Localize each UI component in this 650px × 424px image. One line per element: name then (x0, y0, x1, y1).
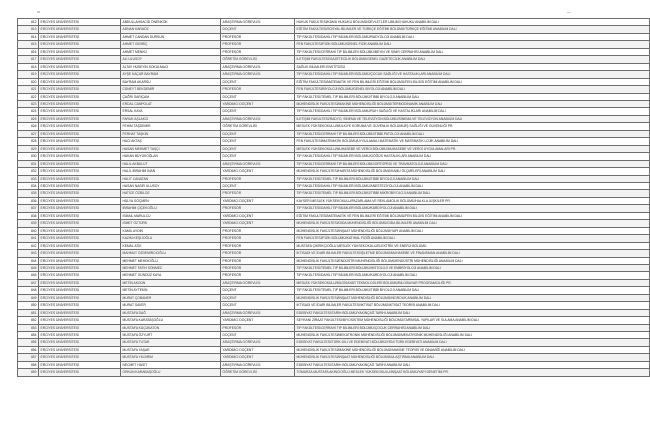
academic-title-cell: YARDIMCI DOÇENT (221, 100, 295, 107)
person-name-cell: METİN AYTEKİN (121, 287, 221, 294)
person-name-cell: ALTAY HÜSEYİN SOKULMACI (121, 63, 221, 70)
row-number: 834 (18, 182, 39, 189)
table-row (18, 346, 650, 353)
academic-title-cell: ARAŞTIRMA GÖREVLİSİ (221, 339, 295, 346)
department-cell: EĞİTİM FAKÜLTESİ/SOSYAL BİLİMLER VE TÜRKÇE EĞİTİMİ BÖLÜMÜ/TÜRKÇE EĞİTİMİ ANABİLİM DALI (295, 26, 650, 33)
academic-title-cell: DOÇENT (221, 78, 295, 85)
person-name-cell: HACI AKTAŞ (121, 138, 221, 145)
table-row (18, 78, 650, 85)
person-name-cell: AYŞE KAÇAR BAYRAM (121, 71, 221, 78)
row-number: 818 (18, 63, 39, 70)
academic-title-cell: PROFESÖR (221, 235, 295, 242)
table-row (18, 182, 650, 189)
university-cell: ERCİYES ÜNİVERSİTESİ (39, 108, 121, 115)
person-name-cell: AHMET GIDIRİÇ (121, 41, 221, 48)
university-cell: ERCİYES ÜNİVERSİTESİ (39, 361, 121, 368)
person-name-cell: MUSTAFA ÖZYURT (121, 332, 221, 339)
row-number: 815 (18, 41, 39, 48)
academic-title-cell: ARAŞTIRMA GÖREVLİSİ (221, 19, 295, 26)
department-cell: TIP FAKÜLTESİ/DAHİLİ TIP BİLİMLERİ BÖLÜMÜ/GÖĞÜS HASTALIKLARI ANABİLİM DALI (295, 153, 650, 160)
academic-title-cell: ARAŞTIRMA GÖREVLİSİ (221, 361, 295, 368)
row-number: 841 (18, 235, 39, 242)
table-body (18, 19, 650, 377)
table-row (18, 93, 650, 100)
table-row (18, 108, 650, 115)
table-row (18, 33, 650, 40)
row-number: 858 (18, 361, 39, 368)
academic-title-cell: DOÇENT (221, 302, 295, 309)
table-row (18, 168, 650, 175)
person-name-cell: ERSAL KAYA (121, 108, 221, 115)
person-name-cell: ÇAĞRI SARIÇAM (121, 93, 221, 100)
department-cell: FEN FAKÜLTESİ/FİZİK BÖLÜMÜ/GENEL FİZİK ANABİLİM DALI (295, 41, 650, 48)
university-cell: ERCİYES ÜNİVERSİTESİ (39, 93, 121, 100)
academic-title-cell: ARAŞTIRMA GÖREVLİSİ (221, 63, 295, 70)
university-cell: ERCİYES ÜNİVERSİTESİ (39, 71, 121, 78)
university-cell: ERCİYES ÜNİVERSİTESİ (39, 48, 121, 55)
personnel-listing-table (17, 18, 650, 377)
university-cell: ERCİYES ÜNİVERSİTESİ (39, 26, 121, 33)
row-number: 844 (18, 257, 39, 264)
row-number: 847 (18, 279, 39, 286)
academic-title-cell: DOÇENT (221, 145, 295, 152)
university-cell: ERCİYES ÜNİVERSİTESİ (39, 78, 121, 85)
table-row (18, 227, 650, 234)
row-number: 854 (18, 332, 39, 339)
department-cell: HUKUK FAKÜLTESİ/KAMU HUKUKU BÖLÜMÜ/DEVLETLER UMUMİ HUKUKU ANABİLİM DALI (295, 19, 650, 26)
academic-title-cell: YARDIMCI DOÇENT (221, 212, 295, 219)
university-cell: ERCİYES ÜNİVERSİTESİ (39, 56, 121, 63)
table-row (18, 257, 650, 264)
department-cell: TIP FAKÜLTESİ/TEMEL TIP BİLİMLERİ BÖLÜMÜ/HİSTOLOJİ VE EMBRİYOLOJİ ANABİLİM DALI (295, 264, 650, 271)
person-name-cell: HASAN NASİR ULUSOY (121, 182, 221, 189)
row-number: 850 (18, 302, 39, 309)
row-number: 814 (18, 33, 39, 40)
academic-title-cell: DOÇENT (221, 108, 295, 115)
row-number: 821 (18, 86, 39, 93)
department-cell: TIP FAKÜLTESİ/CERRAHİ TIP BİLİMLERİ BÖLÜMÜ/TIBBİ PATOLOJİ ANABİLİM DALI (295, 130, 650, 137)
university-cell: ERCİYES ÜNİVERSİTESİ (39, 175, 121, 182)
department-cell: TIP FAKÜLTESİ/CERRAHİ TIP BİLİMLERİ BÖLÜMÜ/ÇOCUK CERRAHİSİ ANABİLİM DALI (295, 324, 650, 331)
university-cell: ERCİYES ÜNİVERSİTESİ (39, 369, 121, 376)
academic-title-cell: PROFESÖR (221, 205, 295, 212)
person-name-cell: HATİCE ÖZBİLGE (121, 190, 221, 197)
row-number: 819 (18, 71, 39, 78)
university-cell: ERCİYES ÜNİVERSİTESİ (39, 41, 121, 48)
academic-title-cell: ARAŞTIRMA GÖREVLİSİ (221, 71, 295, 78)
university-cell: ERCİYES ÜNİVERSİTESİ (39, 115, 121, 122)
person-name-cell: KAZIM KEŞLİOĞLU (121, 235, 221, 242)
university-cell: ERCİYES ÜNİVERSİTESİ (39, 264, 121, 271)
table-row (18, 242, 650, 249)
university-cell: ERCİYES ÜNİVERSİTESİ (39, 242, 121, 249)
university-cell: ERCİYES ÜNİVERSİTESİ (39, 182, 121, 189)
table-row (18, 317, 650, 324)
row-number: 820 (18, 78, 39, 85)
department-cell: EDEBİYAT FAKÜLTESİ/TÜRK DİLİ VE EDEBİYATI BÖLÜMÜ/YENİ TÜRK EDEBİYATI ANABİLİM DALI (295, 339, 650, 346)
academic-title-cell: ARAŞTIRMA GÖREVLİSİ (221, 160, 295, 167)
person-name-cell: METİN AKGÜN (121, 279, 221, 286)
row-number: 828 (18, 138, 39, 145)
table-row (18, 197, 650, 204)
table-row (18, 324, 650, 331)
person-name-cell: İBRAHİM ÇİÇEKOĞLU (121, 205, 221, 212)
row-number: 857 (18, 354, 39, 361)
person-name-cell: İSMAİL MARULCU (121, 212, 221, 219)
person-name-cell: MUSTAFA KÜÇÜKATON (121, 324, 221, 331)
academic-title-cell: PROFESÖR (221, 227, 295, 234)
academic-title-cell: PROFESÖR (221, 86, 295, 93)
table-row (18, 190, 650, 197)
department-cell: MÜHENDİSLİK FAKÜLTESİ/İNŞAAT MÜHENDİSLİĞİ BÖLÜMÜ/YAPI ANABİLİM DALI (295, 227, 650, 234)
table-row (18, 332, 650, 339)
university-cell: ERCİYES ÜNİVERSİTESİ (39, 339, 121, 346)
row-number: 851 (18, 309, 39, 316)
academic-title-cell: PROFESÖR (221, 272, 295, 279)
row-number: 846 (18, 272, 39, 279)
table-row (18, 361, 650, 368)
row-number: 829 (18, 145, 39, 152)
department-cell: TIP FAKÜLTESİ/DAHİLİ TIP BİLİMLERİ BÖLÜMÜ/ANESTEZİYOLOJİ ANABİLİM DALI (295, 182, 650, 189)
academic-title-cell: DOÇENT (221, 138, 295, 145)
department-cell: TIP FAKÜLTESİ/DAHİLİ TIP BİLİMLERİ BÖLÜMÜ/RADYOLOJİ ANABİLİM DALI (295, 33, 650, 40)
table-row (18, 115, 650, 122)
row-number: 839 (18, 220, 39, 227)
row-number: 848 (18, 287, 39, 294)
university-cell: ERCİYES ÜNİVERSİTESİ (39, 272, 121, 279)
person-name-cell: MURAT ÇOBANER (121, 294, 221, 301)
person-name-cell: MUSTAFA KARATAŞOĞLU (121, 317, 221, 324)
academic-title-cell: YARDIMCI DOÇENT (221, 317, 295, 324)
department-cell: MUSTAFA ÇIKRIKÇIOĞLU MESLEK YÜKSEKOKULU/ELEKTRİK VE ENERJİ BÖLÜMÜ (295, 242, 650, 249)
table-row (18, 339, 650, 346)
academic-title-cell: YARDIMCI DOÇENT (221, 346, 295, 353)
university-cell: ERCİYES ÜNİVERSİTESİ (39, 197, 121, 204)
department-cell: TOMARZA MUSTAFA AKINCIOĞLU MESLEK YÜKSEKOKULU/İNŞAAT BÖLÜMÜ/YAPI DENETİMİ PR. (295, 369, 650, 376)
table-row (18, 63, 650, 70)
table-row (18, 369, 650, 376)
department-cell: FEN FAKÜLTESİ/FİZİK BÖLÜMÜ/KATIHAL FİZİĞİ ANABİLİM DALI (295, 235, 650, 242)
row-number: 812 (18, 19, 39, 26)
academic-title-cell: PROFESÖR (221, 250, 295, 257)
person-name-cell: NECMET HASIT (121, 361, 221, 368)
department-cell: SEYRANİ ZİRAAT FAKÜLTESİ/BİYOSİSTEM MÜHENDİSLİĞİ BÖLÜMÜ/TARIMSAL YAPILAR VE SULAMA ANABİLİM DALI (295, 317, 650, 324)
academic-title-cell: PROFESÖR (221, 324, 295, 331)
department-cell: TIP FAKÜLTESİ/TEMEL TIP BİLİMLERİ BÖLÜMÜ/TIBBİ MİKROBİYOLOJİ ANABİLİM DALI (295, 190, 650, 197)
university-cell: ERCİYES ÜNİVERSİTESİ (39, 332, 121, 339)
person-name-cell: HALİT CANATAN (121, 175, 221, 182)
person-name-cell: MUSTAFA TUTAR (121, 339, 221, 346)
table-row (18, 309, 650, 316)
academic-title-cell: DOÇENT (221, 93, 295, 100)
department-cell: TIP FAKÜLTESİ/DAHİLİ TIP BİLİMLERİ BÖLÜMÜ/RUH SAĞLIĞI VE HASTALIKLARI ANABİLİM DALI (295, 108, 650, 115)
person-name-cell: MUSTAFA YAŞAR (121, 346, 221, 353)
table-row (18, 71, 650, 78)
person-name-cell: ALİ ULUSOY (121, 56, 221, 63)
university-cell: ERCİYES ÜNİVERSİTESİ (39, 279, 121, 286)
academic-title-cell: PROFESÖR (221, 242, 295, 249)
table-row (18, 100, 650, 107)
university-cell: ERCİYES ÜNİVERSİTESİ (39, 19, 121, 26)
department-cell: İKTİSADİ VE İDARİ BİLİMLER FAKÜLTESİ/İŞLETME BÖLÜMÜ/MUHASEBE VE FİNANSMAN ANABİLİM DALI (295, 250, 650, 257)
table-row (18, 48, 650, 55)
row-number: 859 (18, 369, 39, 376)
university-cell: ERCİYES ÜNİVERSİTESİ (39, 302, 121, 309)
person-name-cell: ABDULLAHSACİD ÖNENKÖK (121, 19, 221, 26)
academic-title-cell: PROFESÖR (221, 41, 295, 48)
department-cell: SAĞLIK BİLİMLERİ ENSTİTÜSÜ (295, 63, 650, 70)
university-cell: ERCİYES ÜNİVERSİTESİ (39, 86, 121, 93)
person-name-cell: ADNAN KARAÖZ (121, 26, 221, 33)
academic-title-cell: ARAŞTIRMA GÖREVLİSİ (221, 309, 295, 316)
person-name-cell: MUSTAFA YILDIRIM (121, 354, 221, 361)
university-cell: ERCİYES ÜNİVERSİTESİ (39, 346, 121, 353)
department-cell: EĞİTİM FAKÜLTESİ/MATEMATİK VE FEN BİLİMLERİ EĞİTİMİ BÖLÜMÜ/FEN BİLGİSİ EĞİTİMİ ANABİLİM DALI (295, 78, 650, 85)
academic-title-cell: ÖĞRETİM GÖREVLİSİ (221, 56, 295, 63)
academic-title-cell: PROFESÖR (221, 33, 295, 40)
row-number: 830 (18, 153, 39, 160)
academic-title-cell: YARDIMCI DOÇENT (221, 168, 295, 175)
person-name-cell: FERHAT TAŞKIN (121, 130, 221, 137)
person-name-cell: ORKUN KARABAŞOĞLU (121, 369, 221, 376)
person-name-cell: FEHİM TAŞDEMİR (121, 123, 221, 130)
department-cell: İLETİŞİM FAKÜLTESİ/RADYO, SİNEMA VE TELEVİZYON BÖLÜMÜ/SİNEMA VE TELEVİZYON ANABİLİM DALI (295, 115, 650, 122)
person-name-cell: MURAT SAVER (121, 302, 221, 309)
row-number: 817 (18, 56, 39, 63)
table-row (18, 26, 650, 33)
person-name-cell: MEHMET GÜNDÜZ KAYA (121, 272, 221, 279)
table-row (18, 138, 650, 145)
table-row (18, 130, 650, 137)
department-cell: TIP FAKÜLTESİ/DAHİLİ TIP BİLİMLERİ BÖLÜMÜ/KARDİYOLOJİ ANABİLİM DALI (295, 205, 650, 212)
university-cell: ERCİYES ÜNİVERSİTESİ (39, 190, 121, 197)
row-number: 835 (18, 190, 39, 197)
row-number: 837 (18, 205, 39, 212)
table-row (18, 153, 650, 160)
person-name-cell: FARUK AŞLAKCI (121, 115, 221, 122)
row-number: 842 (18, 242, 39, 249)
row-number: 825 (18, 115, 39, 122)
academic-title-cell: DOÇENT (221, 130, 295, 137)
table-row (18, 302, 650, 309)
department-cell: TIP FAKÜLTESİ/TEMEL TIP BİLİMLERİ BÖLÜMÜ/TIBBİ BİYOLOJİ ANABİLİM DALI (295, 93, 650, 100)
table-row (18, 205, 650, 212)
department-cell: EDEBİYAT FAKÜLTESİ/TARİH BÖLÜMÜ/YAKINÇAĞ TARİHİ ANABİLİM DALI (295, 361, 650, 368)
department-cell: İLETİŞİM FAKÜLTESİ/GAZETECİLİK BÖLÜMÜ/GENEL GAZETECİLİK ANABİLİM DALI (295, 56, 650, 63)
person-name-cell: HÜLYA GÖÇMEN (121, 197, 221, 204)
university-cell: ERCİYES ÜNİVERSİTESİ (39, 212, 121, 219)
academic-title-cell: PROFESÖR (221, 48, 295, 55)
table-row (18, 250, 650, 257)
person-name-cell: MUSTAFA DAĞ (121, 309, 221, 316)
person-name-cell: AHMET MENKÜ (121, 48, 221, 55)
academic-title-cell: DOÇENT (221, 26, 295, 33)
department-cell: MÜHENDİSLİK FAKÜLTESİ/MAKİNE MÜHENDİSLİĞİ BÖLÜMÜ/TERMODİNAMİK ANABİLİM DALI (295, 100, 650, 107)
row-number: 852 (18, 317, 39, 324)
department-cell: MÜHENDİSLİK FAKÜLTESİ/GIDA MÜHENDİSLİĞİ BÖLÜMÜ/GIDA BİLİMLERİ ANABİLİM DALI (295, 220, 650, 227)
academic-title-cell: DOÇENT (221, 153, 295, 160)
university-cell: ERCİYES ÜNİVERSİTESİ (39, 100, 121, 107)
university-cell: ERCİYES ÜNİVERSİTESİ (39, 123, 121, 130)
row-number: 845 (18, 264, 39, 271)
table-row (18, 175, 650, 182)
academic-title-cell: DOÇENT (221, 294, 295, 301)
university-cell: ERCİYES ÜNİVERSİTESİ (39, 250, 121, 257)
row-number: 816 (18, 48, 39, 55)
university-cell: ERCİYES ÜNİVERSİTESİ (39, 294, 121, 301)
department-cell: MESLEK YÜKSEKOKULU/MUHASEBE VE VERGİ BÖLÜMÜ/MUHASEBE VE VERGİ UYGULAMALARI PR. (295, 145, 650, 152)
table-row (18, 287, 650, 294)
row-number: 836 (18, 197, 39, 204)
academic-title-cell: PROFESÖR (221, 257, 295, 264)
person-name-cell: MEHMET MEHDİOĞLU (121, 257, 221, 264)
university-cell: ERCİYES ÜNİVERSİTESİ (39, 63, 121, 70)
person-name-cell: KAMİL AYDIN (121, 227, 221, 234)
person-name-cell: HALİL İBRAHİM İNAN (121, 168, 221, 175)
department-cell: MÜHENDİSLİK FAKÜLTESİ/İNŞAAT MÜHENDİSLİĞİ BÖLÜMÜ/ULAŞTIRMA ANABİLİM DALI (295, 354, 650, 361)
table-row (18, 264, 650, 271)
table-row (18, 19, 650, 26)
academic-title-cell: PROFESÖR (221, 175, 295, 182)
table-row (18, 294, 650, 301)
person-name-cell: ERDAL CANPOLAT (121, 100, 221, 107)
department-cell: TIP FAKÜLTESİ/CERRAHİ TIP BİLİMLERİ BÖLÜMÜ/ORTOPEDİ VE TRAVMATOLOJİ ANABİLİM DALI (295, 160, 650, 167)
table-row (18, 160, 650, 167)
scan-artifact-right (567, 12, 571, 13)
university-cell: ERCİYES ÜNİVERSİTESİ (39, 33, 121, 40)
table-row (18, 220, 650, 227)
scan-artifact-left (37, 11, 40, 13)
academic-title-cell: YARDIMCI DOÇENT (221, 354, 295, 361)
department-cell: TIP FAKÜLTESİ/TEMEL TIP BİLİMLERİ BÖLÜMÜ/TIBBİ BİYOLOJİ ANABİLİM DALI (295, 175, 650, 182)
academic-title-cell: YARDIMCI DOÇENT (221, 220, 295, 227)
person-name-cell: AHMET CANDAN DURSUN (121, 33, 221, 40)
person-name-cell: HAKAN BÜYÜKOĞLAN (121, 153, 221, 160)
row-number: 849 (18, 294, 39, 301)
academic-title-cell: ARAŞTIRMA GÖREVLİSİ (221, 115, 295, 122)
department-cell: MÜHENDİSLİK FAKÜLTESİ/MAKİNE MÜHENDİSLİĞİ BÖLÜMÜ/MAKİNE TEORİSİ VE DİNAMİĞİ ANABİLİM DALI (295, 346, 650, 353)
person-name-cell: BAYRAM AKARSU (121, 78, 221, 85)
university-cell: ERCİYES ÜNİVERSİTESİ (39, 235, 121, 242)
academic-title-cell: DOÇENT (221, 332, 295, 339)
department-cell: FEN FAKÜLTESİ/BİYOLOJİ BÖLÜMÜ/GENEL BİYOLOJİ ANABİLİM DALI (295, 86, 650, 93)
table-row (18, 235, 650, 242)
university-cell: ERCİYES ÜNİVERSİTESİ (39, 220, 121, 227)
row-number: 824 (18, 108, 39, 115)
academic-title-cell: ÖĞRETİM GÖREVLİSİ (221, 369, 295, 376)
row-number: 813 (18, 26, 39, 33)
department-cell: MÜHENDİSLİK FAKÜLTESİ/HARİTA MÜHENDİSLİĞİ BÖLÜMÜ/KAMU ÖLÇMELERİ ANABİLİM DALI (295, 168, 650, 175)
person-name-cell: KEMAL ATİK (121, 242, 221, 249)
department-cell: MESLEK YÜKSEKOKULU/MÜLKİYE KORUMA VE GÜVENLİK BÖLÜMÜ/İŞ SAĞLIĞI VE GÜVENLİĞİ PR. (295, 123, 650, 130)
row-number: 826 (18, 123, 39, 130)
university-cell: ERCİYES ÜNİVERSİTESİ (39, 153, 121, 160)
department-cell: EDEBİYAT FAKÜLTESİ/TARİH BÖLÜMÜ/YAKINÇAĞ TARİHİ ANABİLİM DALI (295, 309, 650, 316)
academic-title-cell: ARAŞTIRMA GÖREVLİSİ (221, 279, 295, 286)
table-row (18, 272, 650, 279)
table-row (18, 145, 650, 152)
department-cell: KAYSERİ MESLEK YÜKSEKOKULU/PAZARLAMA VE REKLAMCILIK BÖLÜMÜ/HALKLA İLİŞKİLER PR. (295, 197, 650, 204)
table-row (18, 279, 650, 286)
row-number: 840 (18, 227, 39, 234)
department-cell: TIP FAKÜLTESİ/DAHİLİ TIP BİLİMLERİ BÖLÜMÜ/ÇOCUK SAĞLIĞI VE HASTALIKLARI ANABİLİM DALI (295, 71, 650, 78)
university-cell: ERCİYES ÜNİVERSİTESİ (39, 160, 121, 167)
university-cell: ERCİYES ÜNİVERSİTESİ (39, 309, 121, 316)
department-cell: TIP FAKÜLTESİ/TEMEL TIP BİLİMLERİ BÖLÜMÜ/TIBBİ BİYOLOJİ ANABİLİM DALI (295, 287, 650, 294)
university-cell: ERCİYES ÜNİVERSİTESİ (39, 354, 121, 361)
row-number: 856 (18, 346, 39, 353)
row-number: 831 (18, 160, 39, 167)
department-cell: TIP FAKÜLTESİ/CERRAHİ TIP BİLİMLERİ BÖLÜMÜ/BEYİN VE SİNİR CERRAHİSİ ANABİLİM DALI (295, 48, 650, 55)
table-row (18, 86, 650, 93)
row-number: 843 (18, 250, 39, 257)
university-cell: ERCİYES ÜNİVERSİTESİ (39, 205, 121, 212)
university-cell: ERCİYES ÜNİVERSİTESİ (39, 317, 121, 324)
academic-title-cell: ÖĞRETİM GÖREVLİSİ (221, 123, 295, 130)
person-name-cell: HALİL AKBULUT (121, 160, 221, 167)
row-number: 832 (18, 168, 39, 175)
row-number: 822 (18, 93, 39, 100)
department-cell: FEN FAKÜLTESİ/MATEMATİK BÖLÜMÜ/UYGULAMALI MATEMATİK VE MATEMATİK LOJİK ANABİLİM DALI (295, 138, 650, 145)
university-cell: ERCİYES ÜNİVERSİTESİ (39, 145, 121, 152)
table-row (18, 212, 650, 219)
university-cell: ERCİYES ÜNİVERSİTESİ (39, 287, 121, 294)
academic-title-cell: DOÇENT (221, 182, 295, 189)
department-cell: MÜHENDİSLİK FAKÜLTESİ/İNŞAAT MÜHENDİSLİĞİ BÖLÜMÜ/HİDROLİK ANABİLİM DALI (295, 294, 650, 301)
row-number: 823 (18, 100, 39, 107)
person-name-cell: HASAN MEHMET TAŞÇI (121, 145, 221, 152)
academic-title-cell: PROFESÖR (221, 264, 295, 271)
person-name-cell: MAHMUT ÖZDEMİRCİOĞLU (121, 250, 221, 257)
university-cell: ERCİYES ÜNİVERSİTESİ (39, 257, 121, 264)
university-cell: ERCİYES ÜNİVERSİTESİ (39, 130, 121, 137)
academic-title-cell: PROFESÖR (221, 190, 295, 197)
department-cell: EĞİTİM FAKÜLTESİ/MATEMATİK VE FEN BİLİMLERİ EĞİTİMİ BÖLÜMÜ/FEN BİLGİSİ EĞİTİMİ ANABİLİM DALI (295, 212, 650, 219)
row-number: 838 (18, 212, 39, 219)
table-row (18, 123, 650, 130)
department-cell: TIP FAKÜLTESİ/DAHİLİ TIP BİLİMLERİ BÖLÜMÜ/KARDİYOLOJİ ANABİLİM DALI (295, 272, 650, 279)
university-cell: ERCİYES ÜNİVERSİTESİ (39, 138, 121, 145)
row-number: 827 (18, 130, 39, 137)
table-row (18, 56, 650, 63)
table-row (18, 41, 650, 48)
table-row (18, 354, 650, 361)
department-cell: MÜHENDİSLİK FAKÜLTESİ/MEKATRONİK MÜHENDİSLİĞİ BÖLÜMÜ/MEKATRONİK MÜHENDİSLİĞİ ANABİLİM DALI (295, 332, 650, 339)
department-cell: MÜHENDİSLİK FAKÜLTESİ/ENDÜSTRİ MÜHENDİSLİĞİ BÖLÜMÜ/ENDÜSTRİ MÜHENDİSLİĞİ ANABİLİM DALI (295, 257, 650, 264)
person-name-cell: CÜNEYT BEKDEMİR (121, 86, 221, 93)
academic-title-cell: DOÇENT (221, 287, 295, 294)
department-cell: MESLEK YÜKSEKOKULU/BİLGİSAYAR TEKNOLOJİLERİ BÖLÜMÜ/BİLGİSAYAR PROGRAMCILIĞI PR. (295, 279, 650, 286)
department-cell: İKTİSADİ VE İDARİ BİLİMLER FAKÜLTESİ/İKTİSAT BÖLÜMÜ/İKTİSAT TEORİSİ ANABİLİM DALI (295, 302, 650, 309)
university-cell: ERCİYES ÜNİVERSİTESİ (39, 168, 121, 175)
row-number: 853 (18, 324, 39, 331)
row-number: 833 (18, 175, 39, 182)
person-name-cell: İSMET ÖZTÜRK (121, 220, 221, 227)
university-cell: ERCİYES ÜNİVERSİTESİ (39, 227, 121, 234)
person-name-cell: MEHMET FATİH SÖNMEZ (121, 264, 221, 271)
academic-title-cell: YARDIMCI DOÇENT (221, 197, 295, 204)
university-cell: ERCİYES ÜNİVERSİTESİ (39, 324, 121, 331)
row-number: 855 (18, 339, 39, 346)
